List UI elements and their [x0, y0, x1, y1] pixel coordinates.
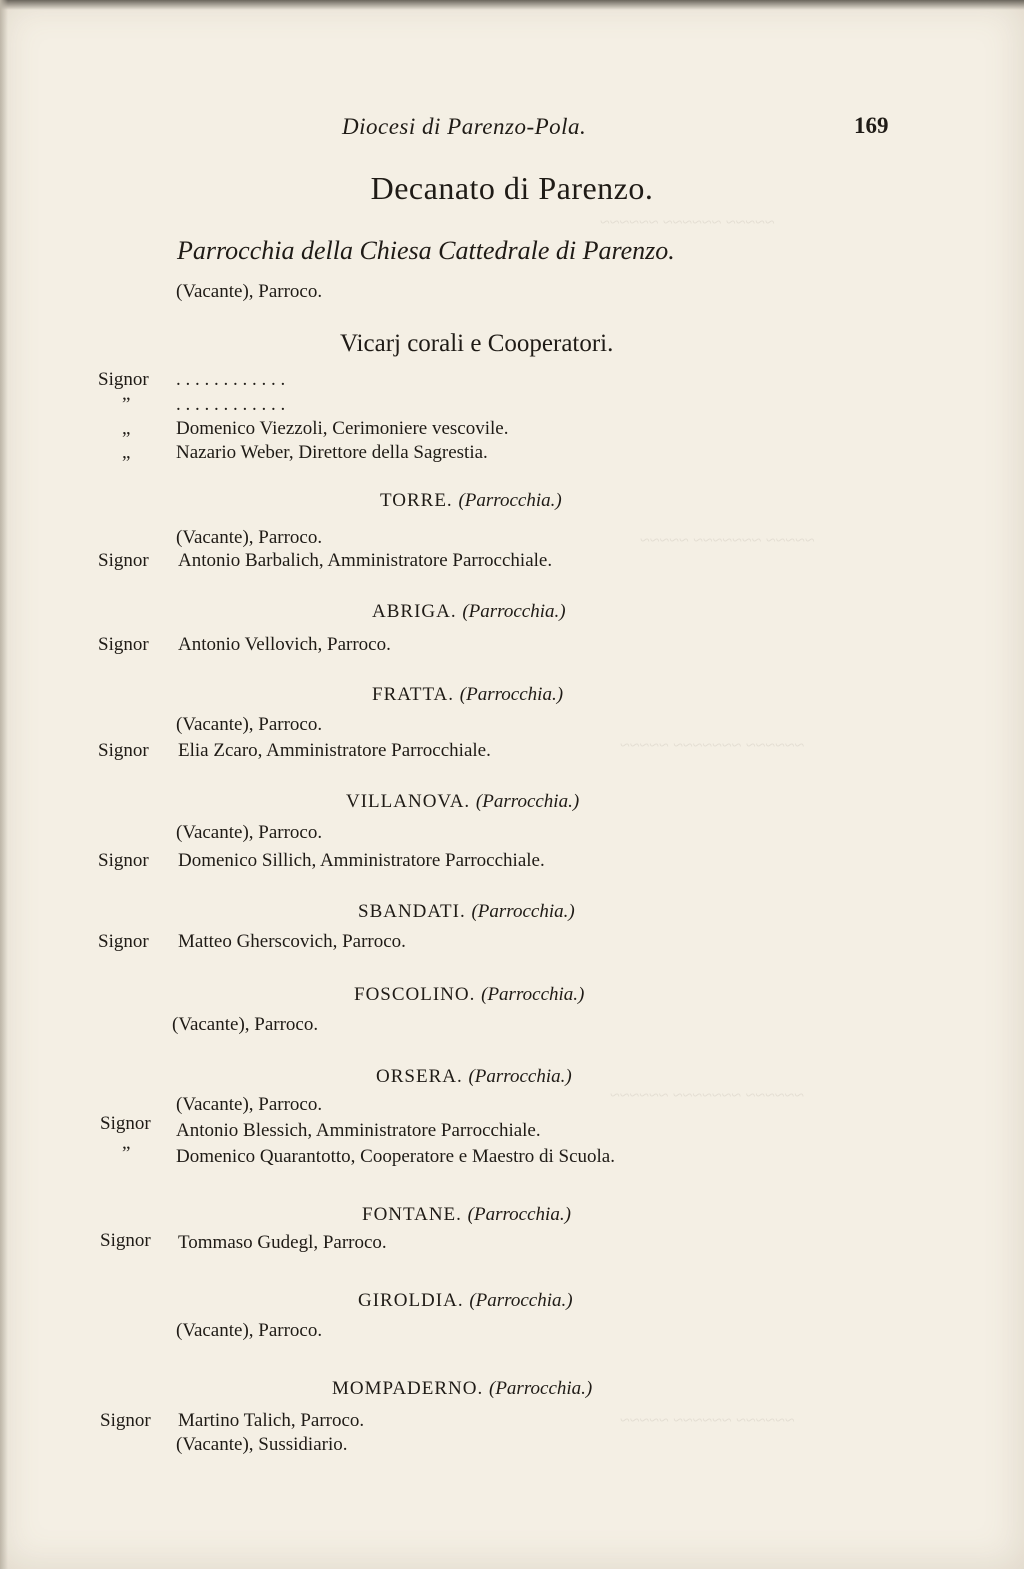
entry-text: (Vacante), Parroco. — [176, 1094, 323, 1115]
entry-text: Nazario Weber, Direttore della Sagrestia. — [176, 442, 488, 463]
deanery-heading: Decanato di Parenzo. — [370, 170, 654, 206]
parish-name: MOMPADERNO. — [332, 1378, 484, 1399]
parish-type: (Parrocchia.) — [458, 490, 562, 511]
ditto-mark: ” — [122, 394, 131, 415]
parish-heading — [358, 901, 575, 923]
ditto-mark: ” — [122, 1143, 131, 1164]
parish-name: GIROLDIA. — [358, 1290, 464, 1311]
entry-text: (Vacante), Parroco. — [172, 1014, 319, 1035]
entry-text: Antonio Barbalich, Amministratore Parrocchiale. — [178, 550, 553, 571]
entry-label: Signor — [98, 550, 149, 571]
parish-type: (Parrocchia.) — [468, 1066, 572, 1087]
entry-text: Domenico Sillich, Amministratore Parrocchiale. — [178, 850, 545, 871]
bleed-through-text: ~~~~~ ~~~~~~~ ~~~~~ — [640, 530, 815, 550]
entry-label: Signor — [98, 369, 149, 390]
running-title: Diocesi di Parenzo-Pola. — [342, 114, 587, 139]
parish-type: (Parrocchia.) — [467, 1204, 571, 1225]
parish-type: (Parrocchia.) — [462, 601, 566, 622]
entry-text: . . . . . . . . . . . . — [176, 369, 286, 390]
entry-label: Signor — [98, 850, 149, 871]
parish-name: FOSCOLINO. — [354, 984, 476, 1005]
bleed-through-text: ~~~~~~ ~~~~~~~ ~~~~~ — [620, 735, 805, 755]
parish-name: VILLANOVA. — [346, 791, 471, 812]
cathedral-subheading: Vicarj corali e Cooperatori. — [340, 330, 614, 357]
parish-type: (Parrocchia.) — [459, 684, 564, 705]
entry-text: Tommaso Gudegl, Parroco. — [178, 1232, 387, 1253]
entry-text: . . . . . . . . . . . . — [176, 394, 286, 415]
parish-heading — [380, 490, 562, 512]
ditto-mark: „ — [122, 442, 131, 463]
parish-type: (Parrocchia.) — [489, 1378, 593, 1399]
parish-heading — [372, 684, 563, 706]
parish-name: ABRIGA. — [372, 601, 457, 622]
parish-type: (Parrocchia.) — [471, 901, 575, 922]
parish-heading — [332, 1378, 592, 1400]
cathedral-parish-title: Parrocchia della Chiesa Cattedrale di Parenzo. — [177, 236, 675, 265]
parish-name: TORRE. — [380, 490, 453, 511]
parish-type: (Parrocchia.) — [481, 984, 585, 1005]
parish-heading — [376, 1066, 572, 1088]
entry-text: (Vacante), Parroco. — [176, 822, 323, 843]
entry-label: Signor — [100, 1113, 151, 1134]
entry-label: Signor — [98, 740, 149, 761]
entry-text: (Vacante), Parroco. — [176, 1320, 323, 1341]
parish-heading — [354, 984, 584, 1006]
entry-text: (Vacante), Parroco. — [176, 527, 323, 548]
parish-name: FRATTA. — [372, 684, 455, 705]
parish-name: FONTANE. — [362, 1204, 462, 1225]
bleed-through-text: ~~~~~ ~~~~~~ ~~~~~~ — [600, 212, 775, 232]
bleed-through-text: ~~~~~~ ~~~~~~~ ~~~~~~ — [610, 1085, 805, 1105]
parish-type: (Parrocchia.) — [469, 1290, 573, 1311]
parish-heading — [346, 791, 579, 813]
bleed-through-text: ~~~~~~ ~~~~~~ ~~~~~ — [620, 1410, 795, 1430]
entry-text: Elia Zcaro, Amministratore Parrocchiale. — [178, 740, 491, 761]
entry-text: Matteo Gherscovich, Parroco. — [178, 931, 406, 952]
entry-text: (Vacante), Parroco. — [176, 714, 323, 735]
entry-text: Martino Talich, Parroco. — [178, 1410, 365, 1431]
entry-text: Domenico Quarantotto, Cooperatore e Maestro di Scuola. — [176, 1146, 615, 1167]
page-number: 169 — [854, 113, 889, 138]
entry-label: Signor — [100, 1230, 151, 1251]
ditto-mark: „ — [122, 418, 131, 439]
parish-name: SBANDATI. — [358, 901, 466, 922]
parish-name: ORSERA. — [376, 1066, 463, 1087]
entry-text: (Vacante), Sussidiario. — [176, 1434, 348, 1455]
parish-heading — [362, 1204, 571, 1226]
entry-label: Signor — [100, 1410, 151, 1431]
entry-label: Signor — [98, 634, 149, 655]
entry-label: Signor — [98, 931, 149, 952]
entry-text: Antonio Vellovich, Parroco. — [178, 634, 391, 655]
entry-text: Antonio Blessich, Amministratore Parrocchiale. — [176, 1120, 541, 1141]
parish-type: (Parrocchia.) — [475, 791, 580, 812]
parish-heading — [372, 601, 566, 623]
parish-heading — [358, 1290, 573, 1312]
entry-text: Domenico Viezzoli, Cerimoniere vescovile. — [176, 418, 509, 439]
cathedral-pastor: (Vacante), Parroco. — [176, 281, 323, 302]
